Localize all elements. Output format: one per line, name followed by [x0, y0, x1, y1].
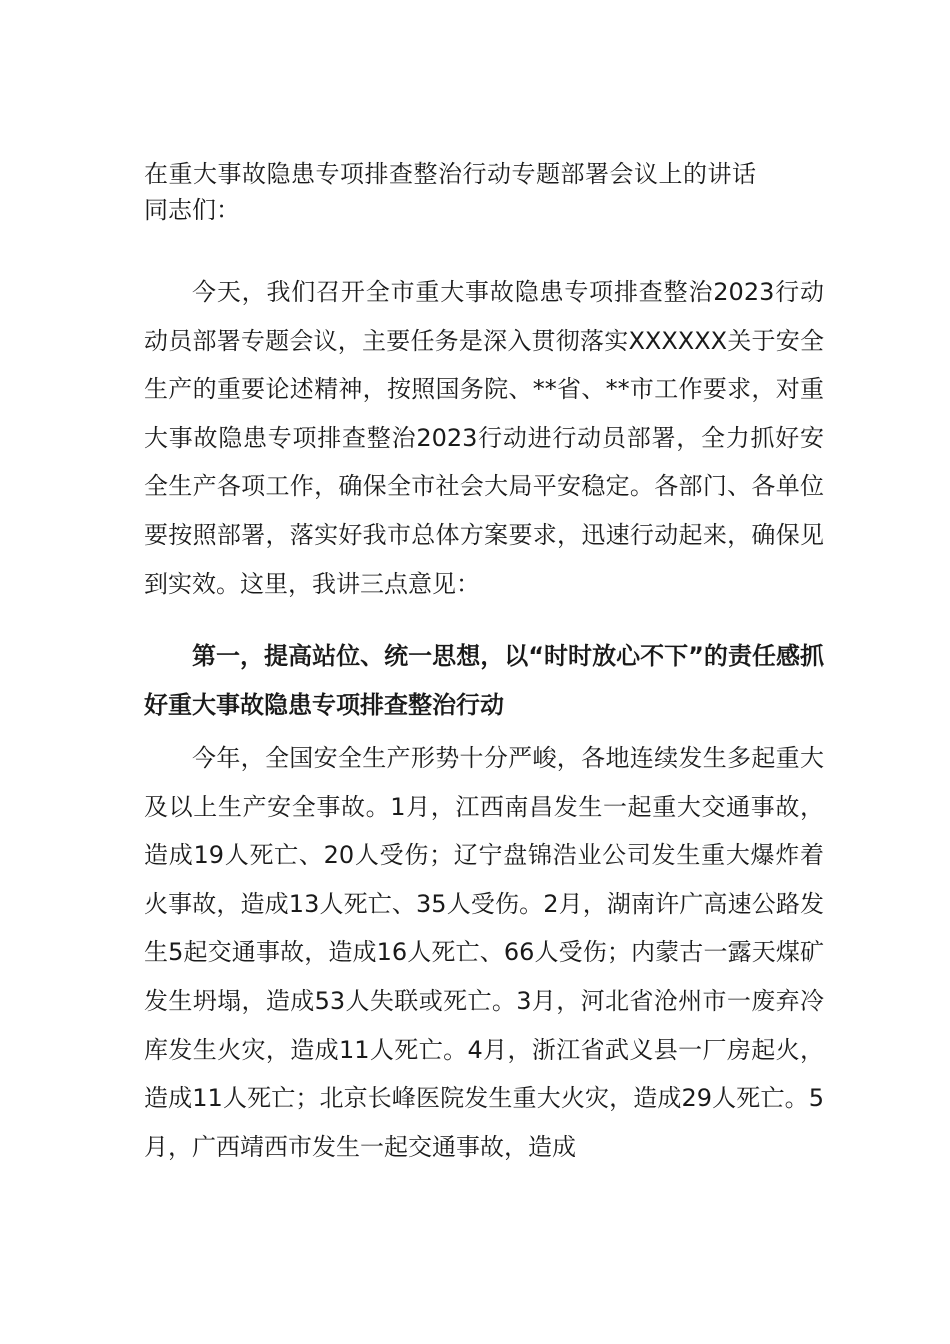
greeting: 同志们： [144, 196, 240, 224]
section-heading-1: 第一，提高站位、统一思想，以“时时放心不下”的责任感抓好重大事故隐患专项排查整治行动 [144, 642, 824, 719]
page-title: 在重大事故隐患专项排查整治行动专题部署会议上的讲话 [144, 160, 757, 188]
section-body-1: 今年，全国安全生产形势十分严峻，各地连续发生多起重大及以上生产安全事故。1月，江西南昌发生一起重大交通事故，造成19人死亡、20人受伤；辽宁盘锦浩业公司发生重大爆炸着火事故，造成13人死亡、35人受伤。2月，湖南许广高速公路发生5起交通事故，造成16人死亡、66人受伤；内蒙古一露天煤矿发生坍塌，造成53人失联或死亡。3月，河北省沧州市一废弃冷库发生火灾，造成11人死亡。4月，浙江省武义县一厂房起火，造成11人死亡；北京长峰医院发生重大火灾，造成29人死亡。5月，广西靖西市发生一起交通事故，造成 [144, 744, 824, 1161]
intro-paragraph: 今天，我们召开全市重大事故隐患专项排查整治2023行动动员部署专题会议，主要任务是深入贯彻落实XXXXXX关于安全生产的重要论述精神，按照国务院、**省、**市工作要求，对重大事故隐患专项排查整治2023行动进行动员部署，全力抓好安全生产各项工作，确保全市社会大局平安稳定。各部门、各单位要按照部署，落实好我市总体方案要求，迅速行动起来，确保见到实效。这里，我讲三点意见： [144, 278, 824, 598]
